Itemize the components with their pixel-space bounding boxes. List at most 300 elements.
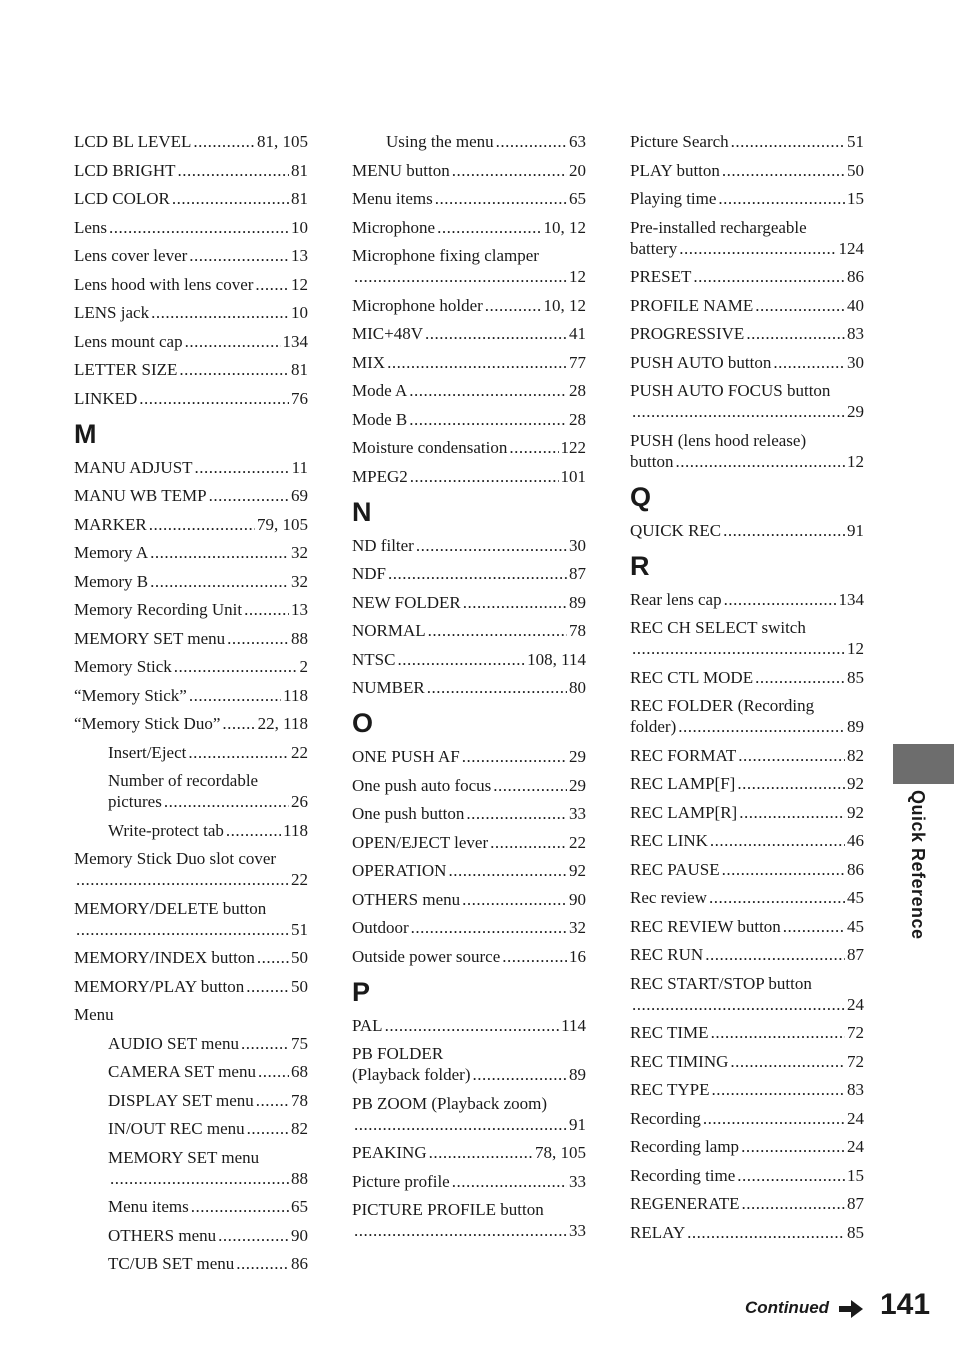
page-ref: 24 — [847, 1108, 864, 1128]
entry-label: LETTER SIZE — [74, 360, 178, 379]
entry-label: NORMAL — [352, 621, 426, 640]
dot-leader — [150, 571, 289, 592]
section-letter: Q — [630, 481, 652, 512]
dot-leader — [755, 295, 845, 316]
entry-label: MANU WB TEMP — [74, 486, 207, 505]
entry-label: Lens hood with lens cover — [74, 274, 254, 294]
entry-label: PUSH AUTO FOCUS button — [630, 381, 831, 400]
entry-continuation — [630, 638, 864, 659]
entry-label: QUICK REC — [630, 520, 722, 540]
dot-leader — [462, 746, 567, 767]
dot-leader — [409, 380, 567, 401]
dot-leader — [110, 1168, 289, 1189]
dot-leader — [737, 1165, 845, 1186]
index-entry — [630, 745, 864, 766]
page-ref: 78 — [569, 621, 586, 640]
entry-label: NTSC — [352, 649, 396, 669]
page-ref: 80 — [569, 678, 586, 697]
index-entry — [352, 295, 586, 316]
index-entry — [352, 889, 586, 910]
entry-label: Picture profile — [352, 1171, 450, 1191]
entry-label-cont: folder) — [630, 717, 677, 736]
index-entry — [74, 331, 308, 352]
entry-label: MEMORY/INDEX button — [74, 948, 255, 967]
dot-leader — [675, 451, 845, 472]
page-ref: 51 — [291, 919, 308, 939]
index-subentry — [74, 1090, 308, 1111]
dot-leader — [730, 1051, 845, 1072]
dot-leader — [354, 266, 567, 287]
dot-leader — [387, 352, 567, 373]
page-ref: 78 — [291, 1090, 308, 1110]
dot-leader — [149, 514, 255, 535]
index-entry — [630, 352, 864, 373]
page-ref: 89 — [847, 717, 864, 736]
index-entry — [630, 589, 864, 610]
dot-leader — [710, 830, 845, 851]
page-ref: 26 — [291, 792, 308, 811]
index-entry — [74, 131, 308, 152]
dot-leader — [427, 677, 567, 698]
index-entry — [74, 359, 308, 380]
index-entry — [74, 302, 308, 323]
index-entry — [352, 1015, 586, 1036]
page-ref: 15 — [847, 189, 864, 208]
index-entry — [74, 571, 308, 592]
dot-leader — [195, 457, 290, 478]
dot-leader — [258, 1061, 289, 1082]
page-ref: 72 — [847, 1051, 864, 1071]
entry-label: Microphone holder — [352, 295, 483, 315]
page-ref: 12 — [291, 274, 308, 294]
entry-label: PEAKING — [352, 1143, 427, 1162]
section-letter: O — [352, 708, 374, 738]
entry-continuation — [630, 716, 864, 737]
index-entry — [74, 274, 308, 295]
index-entry — [630, 266, 864, 287]
index-entry — [352, 803, 586, 824]
index-entry — [630, 1193, 864, 1214]
dot-leader — [151, 302, 289, 323]
dot-leader — [742, 1193, 845, 1214]
index-subentry — [74, 1118, 308, 1139]
entry-label: IN/OUT REC menu — [108, 1119, 245, 1138]
page-ref: 2 — [299, 657, 308, 676]
dot-leader — [410, 466, 559, 487]
entry-label: REC RUN — [630, 945, 704, 964]
page-ref: 124 — [838, 238, 864, 258]
dot-leader — [711, 1022, 845, 1043]
dot-leader — [76, 919, 289, 940]
entry-continuation — [630, 401, 864, 422]
dot-leader — [738, 745, 845, 766]
page-ref: 78, 105 — [535, 1143, 586, 1162]
page-ref: 90 — [291, 1225, 308, 1245]
page-ref: 24 — [847, 994, 864, 1014]
page-ref: 51 — [847, 132, 864, 151]
section-letter: P — [352, 976, 371, 1007]
dot-leader — [496, 131, 567, 152]
page-ref: 101 — [560, 466, 586, 486]
page-ref: 86 — [291, 1254, 308, 1273]
page-ref: 50 — [291, 948, 308, 967]
dot-leader — [678, 716, 845, 737]
index-entry — [74, 685, 308, 706]
page-ref: 86 — [847, 859, 864, 879]
page-ref: 45 — [847, 888, 864, 907]
page-ref: 10 — [291, 217, 308, 237]
index-entry — [630, 1108, 864, 1129]
entry-label: Recording — [630, 1108, 701, 1128]
index-entry — [352, 217, 586, 238]
index-entry — [74, 457, 308, 478]
dot-leader — [463, 592, 567, 613]
entry-label: Playing time — [630, 189, 717, 208]
index-subentry — [74, 1033, 308, 1054]
entry-label: Menu items — [352, 189, 433, 208]
dot-leader — [712, 1079, 845, 1100]
page-ref: 89 — [569, 592, 586, 612]
dot-leader — [257, 947, 289, 968]
page-ref: 72 — [847, 1023, 864, 1042]
entry-label: MIC+48V — [352, 324, 423, 343]
page-ref: 33 — [569, 1221, 586, 1240]
entry-label: RELAY — [630, 1222, 686, 1242]
dot-leader — [226, 820, 281, 841]
index-entry — [74, 713, 308, 734]
index-entry — [630, 944, 864, 965]
index-entry — [630, 1165, 864, 1186]
dot-leader — [188, 742, 289, 763]
index-entry — [352, 563, 586, 584]
entry-label: OTHERS menu — [108, 1225, 217, 1245]
page-number: 141 — [880, 1288, 931, 1321]
entry-label: Rear lens cap — [630, 589, 722, 609]
dot-leader — [722, 160, 845, 181]
entry-label: MIX — [352, 352, 386, 372]
page-ref: 40 — [847, 295, 864, 315]
dot-leader — [741, 1136, 845, 1157]
page-ref: 91 — [847, 520, 864, 540]
dot-leader — [773, 352, 845, 373]
dot-leader — [724, 589, 837, 610]
index-subentry — [352, 131, 586, 152]
entry-label: PROGRESSIVE — [630, 324, 745, 343]
right-arrow-icon — [839, 1300, 863, 1318]
page-ref: 13 — [291, 246, 308, 265]
index-entry — [74, 947, 308, 968]
entry-label: OPEN/EJECT lever — [352, 832, 489, 852]
entry-continuation — [74, 869, 308, 890]
index-entry — [74, 485, 308, 506]
page-ref: 12 — [847, 451, 864, 471]
entry-label: Outside power source — [352, 946, 501, 966]
page-ref: 134 — [282, 331, 308, 351]
page-ref: 65 — [291, 1197, 308, 1216]
index-entry — [630, 1222, 864, 1243]
entry-label-cont: pictures — [108, 792, 162, 811]
index-entry — [74, 628, 308, 649]
index-entry — [74, 656, 308, 677]
entry-label-cont: button — [630, 451, 674, 471]
index-entry — [74, 245, 308, 266]
dot-leader — [178, 160, 289, 181]
entry-continuation — [352, 1114, 586, 1135]
page-ref: 92 — [847, 774, 864, 793]
index-entry — [352, 1043, 586, 1085]
entry-label: Memory Stick — [74, 657, 172, 676]
dot-leader — [416, 535, 567, 556]
index-entry — [630, 973, 864, 1015]
entry-label: LENS jack — [74, 303, 150, 322]
entry-continuation — [352, 1064, 586, 1085]
index-entry — [352, 380, 586, 401]
dot-leader — [354, 1220, 567, 1241]
dot-leader — [247, 1118, 289, 1139]
entry-label: MANU ADJUST — [74, 457, 193, 477]
entry-label: Recording lamp — [630, 1137, 740, 1156]
page-ref: 86 — [847, 267, 864, 286]
entry-label: PAL — [352, 1015, 383, 1035]
page-ref: 82 — [291, 1119, 308, 1138]
dot-leader — [490, 832, 567, 853]
dot-leader — [222, 713, 255, 734]
dot-leader — [509, 437, 558, 458]
page-ref: 91 — [569, 1114, 586, 1134]
entry-label: REC LAMP[R] — [630, 802, 738, 822]
entry-label: NEW FOLDER — [352, 592, 461, 612]
dot-leader — [502, 946, 567, 967]
index-entry — [352, 323, 586, 344]
dot-leader — [632, 994, 845, 1015]
dot-leader — [462, 889, 567, 910]
entry-label: Moisture condensation — [352, 438, 508, 457]
page-ref: 29 — [569, 747, 586, 766]
entry-label: PUSH AUTO button — [630, 352, 772, 372]
entry-label: MARKER — [74, 514, 147, 534]
section-tab — [893, 744, 954, 784]
dot-leader — [241, 1033, 289, 1054]
index-entry — [74, 160, 308, 181]
page-ref: 122 — [560, 438, 586, 457]
index-entry — [630, 667, 864, 688]
entry-label: Memory Stick Duo slot cover — [74, 849, 277, 868]
index-column-2 — [352, 131, 586, 1249]
entry-label: MENU button — [352, 160, 450, 180]
index-entry — [630, 1051, 864, 1072]
page-ref: 118 — [283, 820, 308, 840]
page-ref: 10 — [291, 303, 308, 322]
entry-label: Lens mount cap — [74, 331, 183, 351]
index-entry — [352, 832, 586, 853]
dot-leader — [452, 1171, 567, 1192]
entry-label: PB ZOOM (Playback zoom) — [352, 1093, 548, 1113]
dot-leader — [687, 1222, 845, 1243]
page-ref: 87 — [847, 945, 864, 964]
dot-leader — [172, 188, 289, 209]
entry-continuation — [630, 451, 864, 472]
index-entry — [352, 535, 586, 556]
index-entry — [352, 775, 586, 796]
dot-leader — [746, 323, 845, 344]
entry-label: DISPLAY SET menu — [108, 1090, 254, 1110]
page-ref: 30 — [569, 535, 586, 555]
entry-label: PROFILE NAME — [630, 295, 754, 315]
page-ref: 81, 105 — [257, 132, 308, 151]
dot-leader — [731, 131, 845, 152]
entry-continuation — [630, 994, 864, 1015]
entry-label: LCD COLOR — [74, 189, 170, 208]
page-ref: 87 — [847, 1194, 864, 1213]
index-entry — [352, 245, 586, 287]
page-ref: 83 — [847, 324, 864, 343]
index-entry — [630, 1136, 864, 1157]
entry-label: ONE PUSH AF — [352, 747, 460, 766]
page-ref: 88 — [291, 628, 308, 648]
dot-leader — [189, 245, 289, 266]
index-subentry — [74, 1147, 308, 1189]
page-ref: 89 — [569, 1065, 586, 1084]
index-entry — [630, 916, 864, 937]
index-entry — [630, 430, 864, 472]
dot-leader — [388, 563, 567, 584]
page-ref: 32 — [291, 543, 308, 562]
entry-label: Memory A — [74, 543, 149, 562]
entry-label: MEMORY/PLAY button — [74, 976, 245, 996]
entry-label: Rec review — [630, 888, 707, 907]
dot-leader — [679, 238, 836, 259]
page-ref: 12 — [847, 639, 864, 658]
dot-leader — [709, 887, 845, 908]
dot-leader — [466, 803, 567, 824]
dot-leader — [189, 685, 281, 706]
entry-label: MEMORY SET menu — [74, 628, 226, 648]
entry-label: “Memory Stick” — [74, 685, 187, 705]
entry-label: Number of recordable — [108, 771, 259, 790]
dot-leader — [632, 638, 845, 659]
page-ref: 85 — [847, 667, 864, 687]
entry-label: Mode B — [352, 409, 408, 429]
dot-leader — [174, 656, 298, 677]
entry-label: REC LINK — [630, 831, 708, 850]
index-entry — [74, 848, 308, 890]
index-entry — [352, 746, 586, 767]
page-ref: 108, 114 — [527, 649, 586, 669]
entry-continuation — [108, 1168, 308, 1189]
dot-leader — [755, 667, 845, 688]
entry-label: PICTURE PROFILE button — [352, 1200, 544, 1219]
entry-label: Menu items — [108, 1197, 189, 1216]
dot-leader — [164, 791, 289, 812]
dot-leader — [737, 773, 845, 794]
page-ref: 76 — [291, 388, 308, 408]
index-entry — [74, 188, 308, 209]
entry-label: “Memory Stick Duo” — [74, 714, 221, 733]
page-ref: 30 — [847, 352, 864, 372]
page-ref: 68 — [291, 1062, 308, 1081]
dot-leader — [193, 131, 255, 152]
entry-label: REC REVIEW button — [630, 916, 781, 936]
dot-leader — [485, 295, 542, 316]
page-ref: 81 — [291, 189, 308, 208]
index-subentry — [74, 742, 308, 763]
entry-label: REC CTL MODE — [630, 667, 754, 687]
page-ref: 11 — [291, 457, 308, 477]
page-ref: 88 — [291, 1168, 308, 1188]
index-entry — [352, 860, 586, 881]
dot-leader — [705, 944, 845, 965]
page-ref: 65 — [569, 189, 586, 208]
page-ref: 10, 12 — [543, 217, 586, 237]
page-ref: 13 — [291, 600, 308, 619]
index-entry — [352, 352, 586, 373]
dot-leader — [236, 1253, 289, 1274]
entry-label-cont: battery — [630, 238, 678, 258]
index-entry — [630, 617, 864, 659]
dot-leader — [435, 188, 567, 209]
entry-label: AUDIO SET menu — [108, 1033, 239, 1053]
index-entry: Menu — [74, 1005, 114, 1024]
entry-label: REC FORMAT — [630, 745, 737, 765]
section-letter: R — [630, 550, 650, 581]
index-column-1 — [74, 131, 308, 1282]
entry-continuation — [74, 919, 308, 940]
dot-leader — [437, 217, 541, 238]
index-entry — [352, 1093, 586, 1135]
dot-leader — [718, 188, 845, 209]
dot-leader — [255, 274, 289, 295]
page-ref: 92 — [847, 802, 864, 822]
index-entry — [74, 514, 308, 535]
index-entry — [352, 409, 586, 430]
dot-leader — [256, 1090, 289, 1111]
index-entry — [352, 946, 586, 967]
index-entry — [352, 620, 586, 641]
entry-label: REC PAUSE — [630, 859, 720, 879]
dot-leader — [425, 323, 567, 344]
index-entry — [352, 1142, 586, 1163]
page-ref: 79, 105 — [257, 514, 308, 534]
entry-label: ND filter — [352, 535, 414, 555]
index-entry — [352, 917, 586, 938]
page-ref: 12 — [569, 267, 586, 286]
entry-label: CAMERA SET menu — [108, 1062, 256, 1081]
page-ref: 22, 118 — [257, 714, 308, 733]
page-ref: 81 — [291, 160, 308, 180]
page-ref: 75 — [291, 1033, 308, 1053]
entry-label: REC LAMP[F] — [630, 774, 736, 793]
index-entry — [74, 976, 308, 997]
dot-leader — [722, 859, 845, 880]
entry-label: OTHERS menu — [352, 889, 461, 909]
index-entry — [630, 1022, 864, 1043]
dot-leader — [76, 869, 289, 890]
entry-label: Microphone fixing clamper — [352, 246, 539, 265]
index-entry — [630, 131, 864, 152]
index-entry — [630, 160, 864, 181]
page-ref: 33 — [569, 804, 586, 823]
index-entry — [352, 160, 586, 181]
entry-label: PB FOLDER — [352, 1044, 444, 1063]
page-ref: 81 — [291, 360, 308, 379]
entry-continuation — [352, 266, 586, 287]
entry-continuation — [630, 238, 864, 259]
dot-leader — [783, 916, 845, 937]
entry-label: PRESET — [630, 267, 692, 286]
page-ref: 32 — [291, 571, 308, 591]
dot-leader — [409, 409, 567, 430]
dot-leader — [354, 1114, 567, 1135]
